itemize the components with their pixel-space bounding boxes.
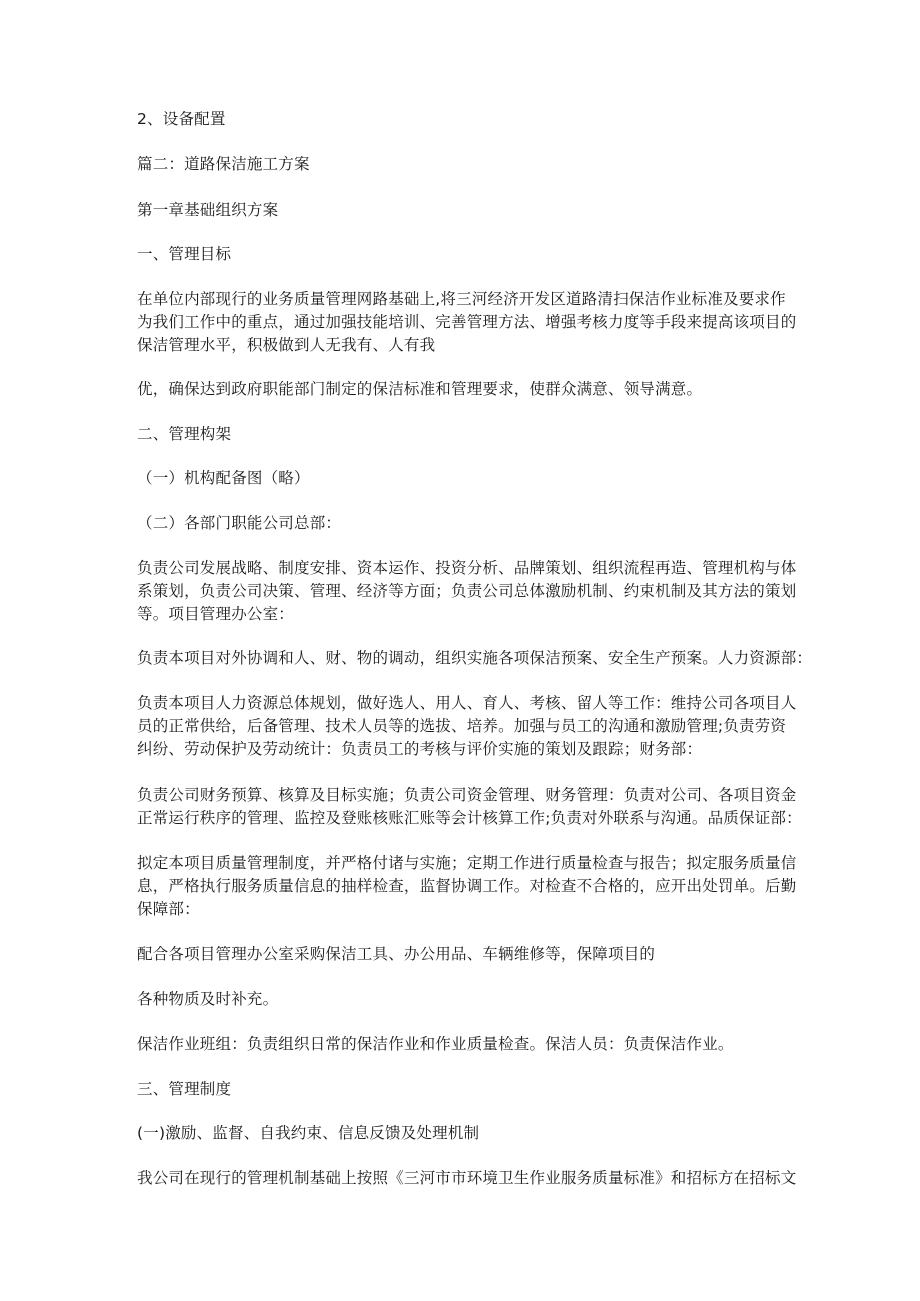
paragraph-quality: 拟定本项目质量管理制度，并严格付诸与实施；定期工作进行质量检查与报告；拟定服务质量信 息，严格执行服务质量信息的抽样检查，监督协调工作。对检查不合格的，应开出处罚单。后勤 保障部： [137,854,797,918]
paragraph-goal-continued: 优，确保达到政府职能部门制定的保洁标准和管理要求，使群众满意、领导满意。 [137,380,703,398]
section-heading-equipment: 2、设备配置 [137,110,226,128]
paragraph-mechanisms: 我公司在现行的管理机制基础上按照《三河市市环境卫生作业服务质量标准》和招标方在招标文 [137,1169,797,1187]
section-heading-management-system: 三、管理制度 [137,1080,232,1098]
chapter-heading: 第一章基础组织方案 [137,201,279,219]
paragraph-project-office: 负责本项目对外协调和人、财、物的调动，组织实施各项保洁预案、安全生产预案。人力资源部： [137,649,813,667]
section-heading-management-goal: 一、管理目标 [137,245,232,263]
subheading-department-functions: （二）各部门职能公司总部： [137,514,342,532]
paragraph-headquarters: 负责公司发展战略、制度安排、资本运作、投资分析、品牌策划、组织流程再造、管理机构与体 系策划，负责公司决策、管理、经济等方面；负责公司总体激励机制、约束机制及其方法的策划 等。项目管理办公室： [137,559,797,623]
paragraph-finance: 负责公司财务预算、核算及目标实施；负责公司资金管理、财务管理：负责对公司、各项目资金 正常运行秩序的管理、监控及登账核账汇账等会计核算工作;负责对外联系与沟通。品质保证部： [137,786,802,827]
section-heading-structure: 二、管理构架 [137,425,232,443]
paragraph-goal: 在单位内部现行的业务质量管理网路基础上,将三河经济开发区道路清扫保洁作业标准及要求作 为我们工作中的重点，通过加强技能培训、完善管理方法、增强考核力度等手段来提高该项目的 保洁管理水平，积极做到人无我有、人有我 [137,290,797,354]
paragraph-logistics-continued: 各种物质及时补充。 [137,990,279,1008]
paragraph-cleaning-team: 保洁作业班组：负责组织日常的保洁作业和作业质量检查。保洁人员：负责保洁作业。 [137,1035,734,1053]
paragraph-logistics: 配合各项目管理办公室采购保洁工具、办公用品、车辆维修等，保障项目的 [137,945,656,963]
chapter-title: 篇二：道路保洁施工方案 [137,155,310,173]
paragraph-hr: 负责本项目人力资源总体规划，做好选人、用人、育人、考核、留人等工作：维持公司各项目人 员的正常供给，后备管理、技术人员等的选拔、培养。加强与员工的沟通和激励管理;负责劳资 纠纷、劳动保护及劳动统计：负责员工的考核与评价实施的策划及跟踪；财务部： [137,694,797,758]
subheading-org-chart: （一）机构配备图（略） [137,469,310,487]
subheading-mechanisms: (一)激励、监督、自我约束、信息反馈及处理机制 [137,1124,480,1142]
